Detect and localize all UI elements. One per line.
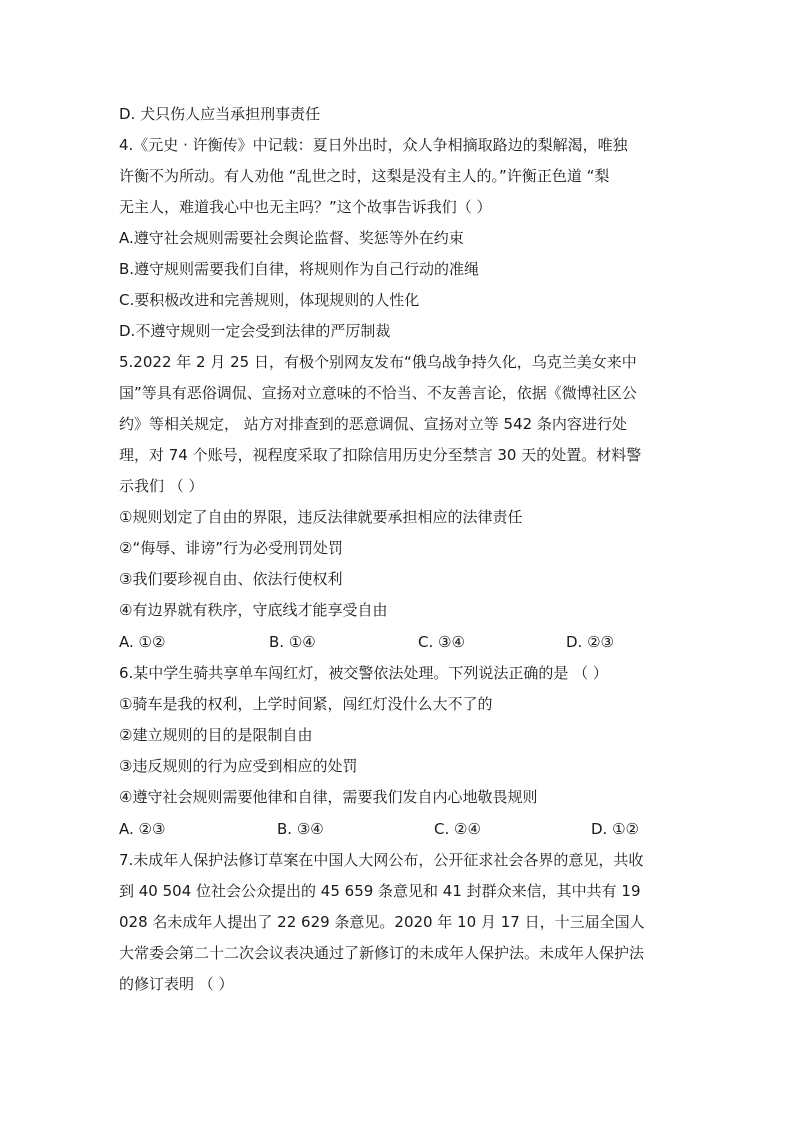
- q7-stem-line-5: 的修订表明 （ ）: [119, 975, 234, 993]
- q6-option-d: D. ①②: [591, 820, 639, 838]
- q4-option-b: B.遵守规则需要我们自律，将规则作为自己行动的准绳: [119, 260, 480, 278]
- q4-option-c: C.要积极改进和完善规则，体现规则的人性化: [119, 291, 420, 309]
- q4-stem-line-3: 无主人，难道我心中也无主吗？”这个故事告诉我们（ ）: [119, 198, 492, 216]
- q4-option-a: A.遵守社会规则需要社会舆论监督、奖惩等外在约束: [119, 229, 464, 247]
- q4-stem-line-2: 许衡不为所动。有人劝他 “乱世之时，这梨是没有主人的。”许衡正色道 “梨: [119, 167, 610, 185]
- q5-option-a: A. ①②: [119, 633, 166, 651]
- q7-stem-line-4: 大常委会第二十二次会议表决通过了新修订的未成年人保护法。未成年人保护法: [119, 944, 645, 962]
- q5-option-d: D. ②③: [566, 633, 614, 651]
- q5-stem-line-4: 理，对 74 个账号，视程度采取了扣除信用历史分至禁言 30 天的处置。材料警: [119, 446, 642, 464]
- q7-stem-line-3: 028 名未成年人提出了 22 629 条意见。2020 年 10 月 17 日，十三届全国人: [119, 913, 645, 931]
- q5-statement-3: ③我们要珍视自由、依法行使权利: [119, 570, 343, 588]
- q5-stem-line-5: 示我们 （ ）: [119, 477, 204, 495]
- q6-option-c: C. ②④: [434, 820, 481, 838]
- q7-stem-line-2: 到 40 504 位社会公众提出的 45 659 条意见和 41 封群众来信，其中共有 19: [119, 882, 641, 900]
- q5-option-c: C. ③④: [418, 633, 465, 651]
- q6-option-a: A. ②③: [119, 820, 166, 838]
- q3-option-d: D. 犬只伤人应当承担刑事责任: [119, 105, 321, 123]
- q4-option-d: D.不遵守规则一定会受到法律的严厉制裁: [119, 322, 391, 340]
- q6-options: [119, 819, 679, 839]
- q5-statement-1: ①规则划定了自由的界限，违反法律就要承担相应的法律责任: [119, 508, 523, 526]
- q5-stem-line-2: 国”等具有恶俗调侃、宣扬对立意味的不恰当、不友善言论，依据《微博社区公: [119, 384, 637, 402]
- q5-options: [119, 632, 679, 652]
- q6-option-b: B. ③④: [277, 820, 324, 838]
- q6-statement-2: ②建立规则的目的是限制自由: [119, 726, 313, 744]
- q6-statement-4: ④遵守社会规则需要他律和自律，需要我们发自内心地敬畏规则: [119, 788, 538, 806]
- q5-statement-4: ④有边界就有秩序，守底线才能享受自由: [119, 601, 388, 619]
- q5-stem-line-1: 5.2022 年 2 月 25 日，有极个别网友发布“俄乌战争持久化，乌克兰美女来中: [119, 353, 637, 371]
- q4-stem-line-1: 4.《元史 · 许衡传》中记载：夏日外出时，众人争相摘取路边的梨解渴，唯独: [119, 136, 628, 154]
- q5-option-b: B. ①④: [269, 633, 316, 651]
- q6-statement-1: ①骑车是我的权利，上学时间紧，闯红灯没什么大不了的: [119, 695, 493, 713]
- q6-statement-3: ③违反规则的行为应受到相应的处罚: [119, 757, 358, 775]
- q7-stem-line-1: 7.未成年人保护法修订草案在中国人大网公布，公开征求社会各界的意见，共收: [119, 851, 644, 869]
- q5-statement-2: ②“侮辱、诽谤”行为必受刑罚处罚: [119, 539, 343, 557]
- q5-stem-line-3: 约》等相关规定， 站方对排查到的恶意调侃、宣扬对立等 542 条内容进行处: [119, 415, 627, 433]
- q6-stem: 6.某中学生骑共享单车闯红灯，被交警依法处理。下列说法正确的是 （ ）: [119, 664, 608, 682]
